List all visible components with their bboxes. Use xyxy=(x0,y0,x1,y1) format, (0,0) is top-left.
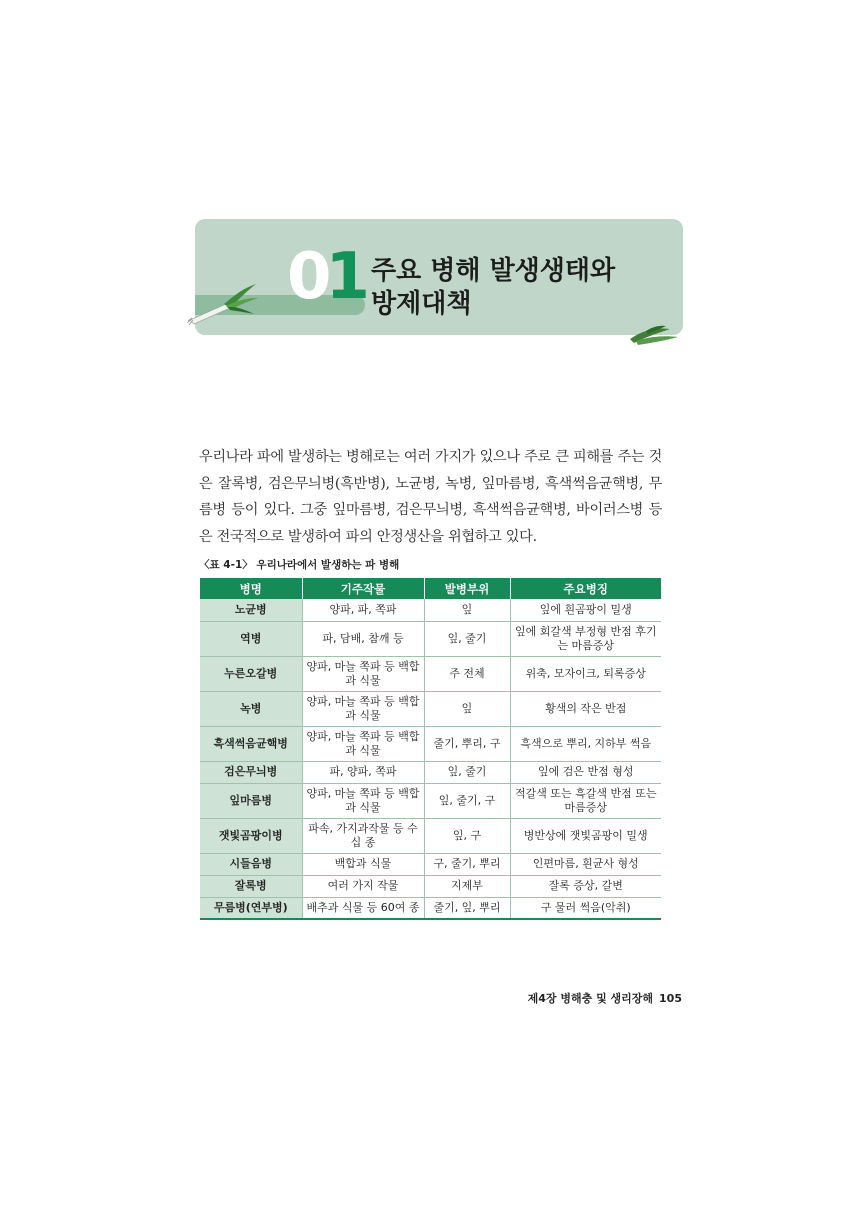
disease-name: 잎마름병 xyxy=(200,783,302,818)
disease-name: 녹병 xyxy=(200,691,302,726)
host-crops: 파, 양파, 쪽파 xyxy=(302,761,424,783)
leek-illustration-right xyxy=(628,323,680,347)
disease-name: 흑색썩음균핵병 xyxy=(200,726,302,761)
host-crops: 파, 담배, 참깨 등 xyxy=(302,621,424,656)
host-crops: 양파, 파, 쪽파 xyxy=(302,599,424,621)
infection-site: 잎 xyxy=(424,599,510,621)
table-row xyxy=(200,818,661,853)
table-caption: 〈표 4-1〉 우리나라에서 발생하는 파 병해 xyxy=(199,559,400,571)
disease-table xyxy=(200,578,661,920)
infection-site: 잎, 구 xyxy=(424,818,510,853)
disease-name: 누른오갈병 xyxy=(200,656,302,691)
host-crops: 양파, 마늘 쪽파 등 백합과 식물 xyxy=(302,691,424,726)
disease-name: 시들음병 xyxy=(200,853,302,875)
header-host-crops: 기주작물 xyxy=(302,578,424,599)
symptoms: 위축, 모자이크, 퇴록증상 xyxy=(510,656,661,691)
host-crops: 양파, 마늘 쪽파 등 백합과 식물 xyxy=(302,783,424,818)
table-row xyxy=(200,853,661,875)
table-row xyxy=(200,691,661,726)
disease-name: 검은무늬병 xyxy=(200,761,302,783)
symptoms: 잎에 회갈색 부정형 반점 후기는 마름증상 xyxy=(510,621,661,656)
page-footer xyxy=(528,990,682,1006)
disease-name: 노균병 xyxy=(200,599,302,621)
host-crops: 배추과 식물 등 60여 종 xyxy=(302,897,424,919)
section-number-digit-2: 1 xyxy=(325,240,365,314)
infection-site: 줄기, 잎, 뿌리 xyxy=(424,897,510,919)
table-header-row xyxy=(200,578,661,599)
symptoms: 인편마름, 흰균사 형성 xyxy=(510,853,661,875)
symptoms: 적갈색 또는 흑갈색 반점 또는 마름증상 xyxy=(510,783,661,818)
symptoms: 잘록 증상, 갈변 xyxy=(510,875,661,897)
infection-site: 잎, 줄기 xyxy=(424,761,510,783)
table-row xyxy=(200,761,661,783)
chapter-header-banner xyxy=(195,219,683,335)
table-row xyxy=(200,726,661,761)
symptoms: 잎에 흰곰팡이 밀생 xyxy=(510,599,661,621)
infection-site: 지제부 xyxy=(424,875,510,897)
table-row xyxy=(200,783,661,818)
symptoms: 병반상에 잿빛곰팡이 밀생 xyxy=(510,818,661,853)
table-row xyxy=(200,875,661,897)
host-crops: 양파, 마늘 쪽파 등 백합과 식물 xyxy=(302,656,424,691)
section-title-line2: 방제대책 xyxy=(371,289,472,319)
host-crops: 양파, 마늘 쪽파 등 백합과 식물 xyxy=(302,726,424,761)
infection-site: 잎, 줄기 xyxy=(424,621,510,656)
symptoms: 황색의 작은 반점 xyxy=(510,691,661,726)
leek-illustration-left xyxy=(186,282,261,327)
host-crops: 여러 가지 작물 xyxy=(302,875,424,897)
header-infection-site: 발병부위 xyxy=(424,578,510,599)
disease-name: 잿빛곰팡이병 xyxy=(200,818,302,853)
header-symptoms: 주요병징 xyxy=(510,578,661,599)
section-number-digit-1: 0 xyxy=(287,240,326,314)
infection-site: 잎 xyxy=(424,691,510,726)
page-number: 105 xyxy=(659,992,682,1005)
section-title xyxy=(371,255,615,321)
infection-site: 주 전체 xyxy=(424,656,510,691)
symptoms: 구 물러 썩음(악취) xyxy=(510,897,661,919)
host-crops: 파속, 가지과작물 등 수십 종 xyxy=(302,818,424,853)
infection-site: 잎, 줄기, 구 xyxy=(424,783,510,818)
symptoms: 흑색으로 뿌리, 지하부 썩음 xyxy=(510,726,661,761)
header-disease: 병명 xyxy=(200,578,302,599)
table-row xyxy=(200,621,661,656)
disease-name: 잘록병 xyxy=(200,875,302,897)
symptoms: 잎에 검은 반점 형성 xyxy=(510,761,661,783)
disease-name: 무름병(연부병) xyxy=(200,897,302,919)
section-title-line1: 주요 병해 발생생태와 xyxy=(371,256,616,286)
chapter-label: 제4장 병해충 및 생리장해 xyxy=(527,992,654,1005)
host-crops: 백합과 식물 xyxy=(302,853,424,875)
disease-name: 역병 xyxy=(200,621,302,656)
intro-paragraph: 우리나라 파에 발생하는 병해로는 여러 가지가 있으나 주로 큰 피해를 주는 것은 잘록병, 검은무늬병(흑반병), 노균병, 녹병, 잎마름병, 흑색썩음균핵병, 무름병 등이 있다. 그중 잎마름병, 검은무늬병, 흑색썩음균핵병, 바이러스병 등은 전국적으로 발생하여 파의 안정생산을 위협하고 있다. xyxy=(199,449,662,545)
table-row xyxy=(200,897,661,919)
section-number xyxy=(287,240,365,314)
table-row xyxy=(200,599,661,621)
infection-site: 줄기, 뿌리, 구 xyxy=(424,726,510,761)
infection-site: 구, 줄기, 뿌리 xyxy=(424,853,510,875)
table-row xyxy=(200,656,661,691)
